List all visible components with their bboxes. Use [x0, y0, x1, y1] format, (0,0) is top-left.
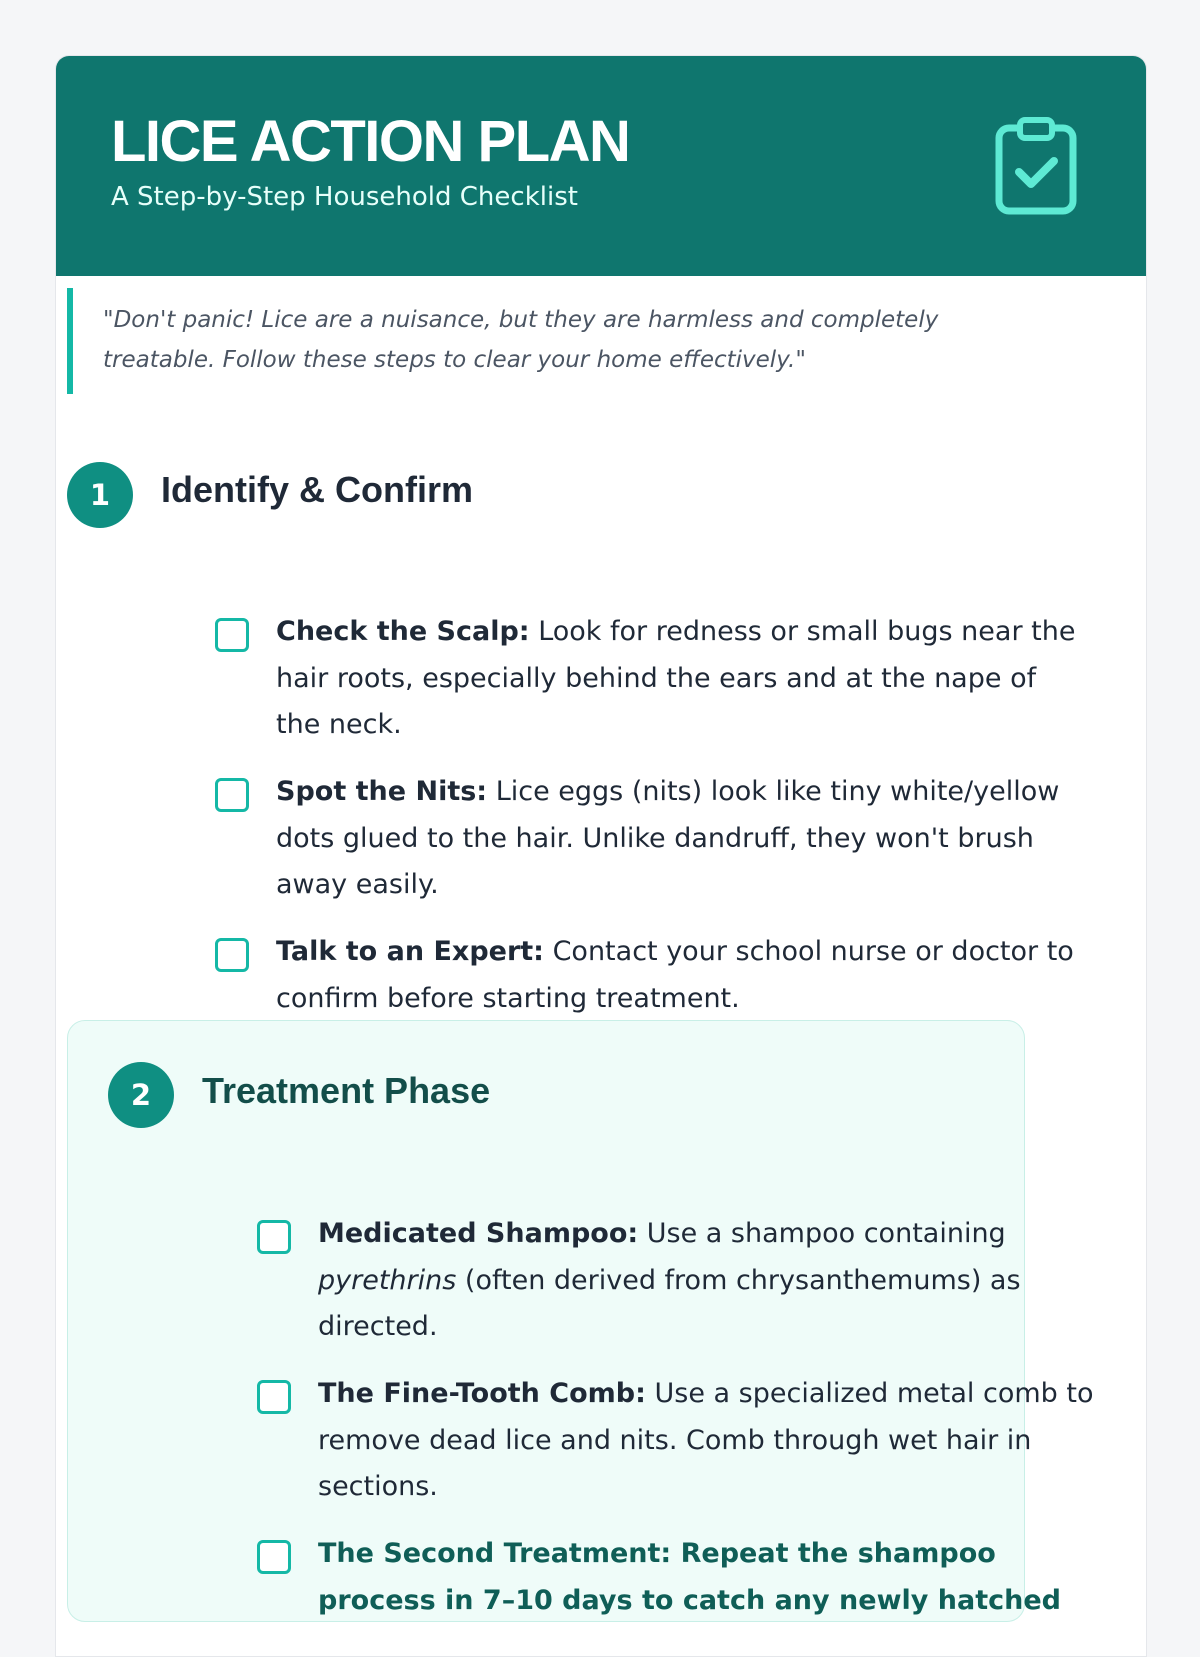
step-number-badge: 1	[67, 462, 133, 528]
checkbox[interactable]	[257, 1540, 291, 1574]
checklist-item[interactable]	[276, 929, 1076, 1022]
checklist-item-emphasis: pyrethrins	[318, 1264, 457, 1296]
step-title: Treatment Phase	[202, 1070, 491, 1111]
checklist-item-description: Look for redness or small bugs near the hair roots, especially behind the ears and at the nape of the neck.	[276, 616, 1076, 740]
checklist-item-text	[318, 1531, 1118, 1624]
checklist-item-description: Repeat the shampoo process in 7–10 days to catch any newly hatched	[318, 1538, 1061, 1616]
checklist-item-description: Use a shampoo containing	[646, 1218, 1006, 1249]
checkbox[interactable]	[215, 618, 249, 652]
checklist-item-description: (often derived from chrysanthemums) as directed.	[318, 1264, 1021, 1342]
checklist-item-description: Lice eggs (nits) look like tiny white/yellow dots glued to the hair. Unlike dandruff, they won't brush away easily.	[276, 776, 1060, 900]
checklist-item[interactable]	[318, 1211, 1118, 1351]
checkbox[interactable]	[257, 1220, 291, 1254]
checklist-item-text	[276, 769, 1076, 909]
page-subtitle: A Step-by-Step Household Checklist	[111, 182, 578, 212]
checklist-item-label: Talk to an Expert:	[276, 936, 544, 967]
checklist-item-text	[318, 1371, 1118, 1511]
page-title: LICE ACTION PLAN	[111, 109, 630, 174]
checklist-item[interactable]	[276, 769, 1076, 909]
header-banner	[56, 56, 1146, 276]
clipboard-check-icon	[994, 116, 1080, 216]
checklist-item-label: Spot the Nits:	[276, 776, 488, 807]
checklist-item[interactable]	[318, 1531, 1118, 1624]
intro-quote: "Don't panic! Lice are a nuisance, but they are harmless and completely treatable. Follow these steps to clear your home effectively."	[67, 288, 997, 394]
checklist-item-description: Contact your school nurse or doctor to confirm before starting treatment.	[276, 936, 1074, 1014]
checklist-item[interactable]	[276, 609, 1076, 749]
checklist-item-text	[276, 609, 1076, 749]
checkbox[interactable]	[215, 778, 249, 812]
checklist-item-label: The Second Treatment:	[318, 1538, 672, 1569]
checklist-item-label: The Fine-Tooth Comb:	[318, 1378, 646, 1409]
checklist-item-label: Check the Scalp:	[276, 616, 530, 647]
checkbox[interactable]	[215, 938, 249, 972]
checklist-item-label: Medicated Shampoo:	[318, 1218, 639, 1249]
checklist-item-text	[318, 1211, 1118, 1351]
checklist-item-description: Use a specialized metal comb to remove dead lice and nits. Comb through wet hair in sections.	[318, 1378, 1094, 1502]
step-title: Identify & Confirm	[161, 469, 473, 510]
checklist-item[interactable]	[318, 1371, 1118, 1511]
checkbox[interactable]	[257, 1380, 291, 1414]
step-number-badge: 2	[108, 1062, 174, 1128]
checklist-item-text	[276, 929, 1076, 1022]
